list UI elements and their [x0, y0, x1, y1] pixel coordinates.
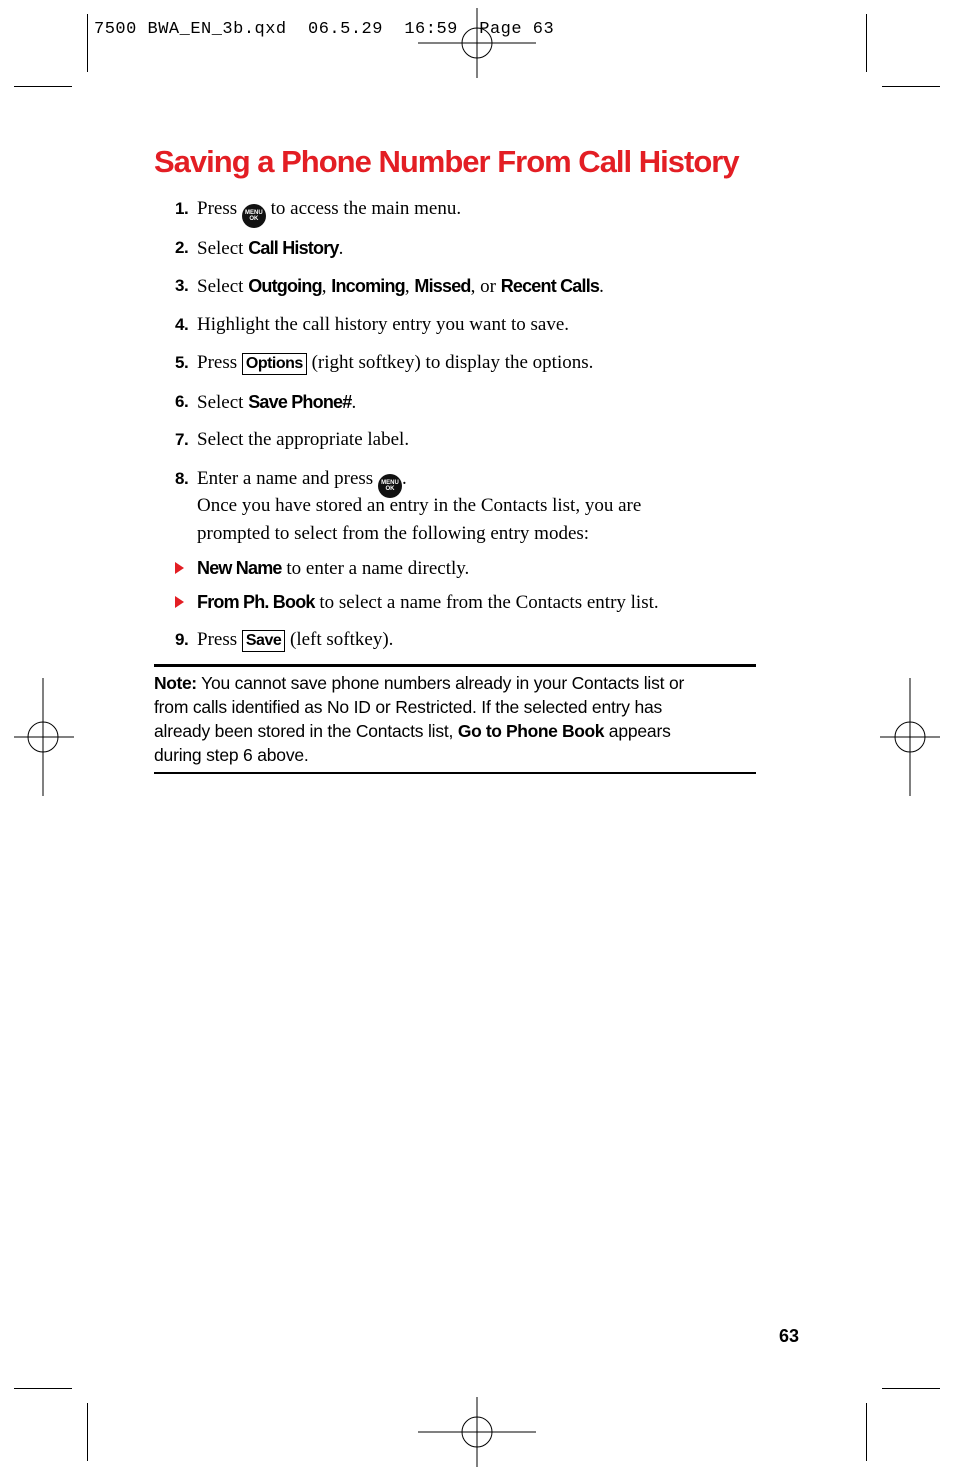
- crop-mark: [866, 14, 867, 72]
- crop-mark: [87, 14, 88, 72]
- sub-item-text: From Ph. Book to select a name from the Contacts entry list.: [197, 592, 659, 613]
- page-title: Saving a Phone Number From Call History: [154, 144, 739, 179]
- step-text-line: Once you have stored an entry in the Contacts list, you are: [197, 495, 642, 516]
- registration-mark-icon: [418, 1397, 536, 1467]
- bullet-arrow-icon: [175, 596, 184, 608]
- note-label: Note:: [154, 673, 197, 693]
- step-text: Select Outgoing, Incoming, Missed, or Recent Calls.: [197, 276, 604, 297]
- menu-ok-icon: MENU OK: [242, 204, 266, 228]
- menu-option-label: Missed: [414, 276, 471, 296]
- note-line: Note: You cannot save phone numbers already in your Contacts list or: [154, 673, 685, 693]
- crop-mark: [866, 1403, 867, 1461]
- step-number: 3.: [175, 276, 189, 295]
- step-text: Highlight the call history entry you want to save.: [197, 314, 570, 335]
- bullet-arrow-icon: [175, 562, 184, 574]
- crop-mark: [14, 86, 72, 87]
- step-number: 1.: [175, 199, 189, 218]
- note-line: from calls identified as No ID or Restricted. If the selected entry has: [154, 697, 663, 717]
- step-number: 9.: [175, 630, 189, 649]
- save-softkey-label: Save: [242, 630, 285, 652]
- sub-item-text: New Name to enter a name directly.: [197, 558, 470, 579]
- step-number: 2.: [175, 238, 189, 257]
- menu-option-label: Outgoing: [248, 276, 322, 296]
- entry-mode-label: New Name: [197, 558, 282, 578]
- note-line: already been stored in the Contacts list, Go to Phone Book appears: [154, 721, 671, 741]
- crop-mark: [882, 86, 940, 87]
- step-number: 7.: [175, 430, 189, 449]
- step-text: Enter a name and press MENU OK .: [197, 465, 407, 498]
- crop-mark: [14, 1388, 72, 1389]
- step-item: [175, 465, 755, 549]
- crop-mark: [882, 1388, 940, 1389]
- step-text: Select Call History.: [197, 238, 344, 259]
- step-number: 5.: [175, 353, 189, 372]
- registration-mark-icon: [880, 678, 940, 796]
- step-text: Press Save (left softkey).: [197, 629, 394, 650]
- step-text: Select Save Phone#.: [197, 392, 357, 413]
- note-box: [154, 671, 756, 767]
- menu-option-label: Save Phone#: [248, 392, 352, 412]
- step-text: Press MENU OK to access the main menu.: [197, 195, 461, 228]
- menu-option-label: Recent Calls: [500, 276, 600, 296]
- print-slug: 7500 BWA_EN_3b.qxd 06.5.29 16:59 Page 63: [94, 20, 555, 39]
- registration-mark-icon: [14, 678, 74, 796]
- step-text: Press Options (right softkey) to display the options.: [197, 352, 594, 373]
- entry-mode-label: From Ph. Book: [197, 592, 315, 612]
- step-text: Select the appropriate label.: [197, 429, 410, 450]
- note-bottom-rule: [154, 772, 756, 774]
- menu-ok-icon: MENU OK: [378, 474, 402, 498]
- note-line: during step 6 above.: [154, 745, 309, 765]
- menu-option-label: Incoming: [331, 276, 405, 296]
- step-number: 8.: [175, 469, 189, 488]
- menu-option-label: Call History: [248, 238, 339, 258]
- registration-mark-icon: [418, 8, 536, 78]
- step-text-line: prompted to select from the following entry modes:: [197, 523, 590, 544]
- page-number: 63: [779, 1326, 800, 1346]
- note-top-rule: [154, 664, 756, 667]
- crop-mark: [87, 1403, 88, 1461]
- step-number: 6.: [175, 392, 189, 411]
- step-number: 4.: [175, 315, 189, 334]
- options-softkey-label: Options: [242, 353, 307, 375]
